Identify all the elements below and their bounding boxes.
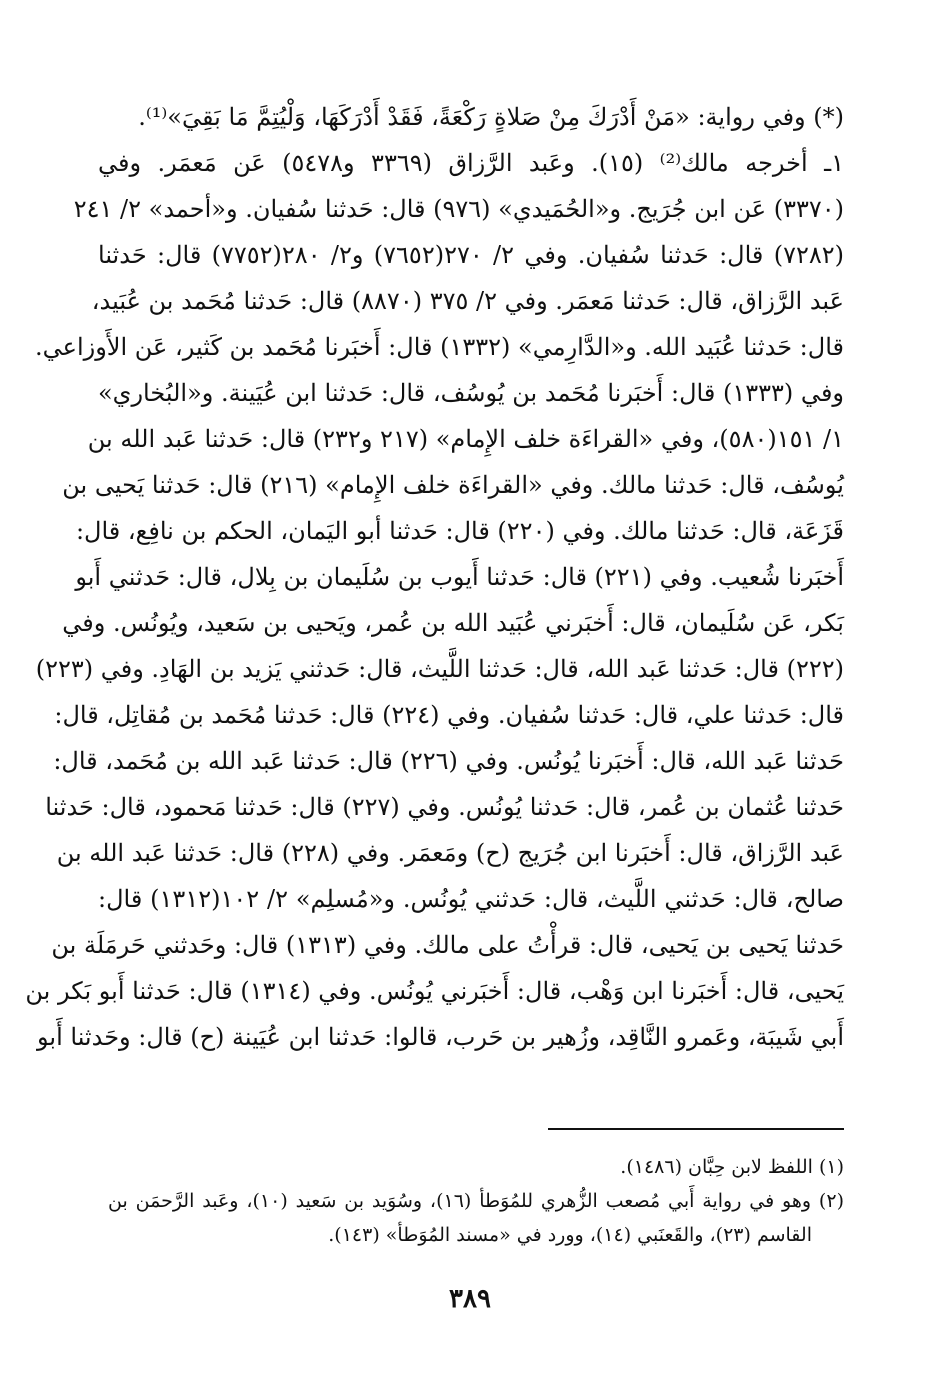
footnote-2: (٢) وهو في رواية أَبي مُصعب الزُّهري للمُوَطأ (١٦)، وسُوَيد بن سَعيد (١٠)، وعَبد الرَّحمَن بن bbox=[108, 1190, 844, 1212]
text-line-13: (٢٢٢) قال: حَدثنا عَبد الله، قال: حَدثنا اللَّيث، قال: حَدثني يَزيد بن الهَادِ. وفي (٢٢٣) bbox=[35, 655, 844, 683]
text-line-7: وفي (١٣٣٣) قال: أَخبَرنا مُحَمد بن يُوسُف، قال: حَدثنا ابن عُيَينة. و«البُخاري» bbox=[98, 379, 845, 407]
footnotes bbox=[108, 1150, 844, 1252]
text-line-11: أَخبَرنا شُعيب. وفي (٢٢١) قال: حَدثنا أَيوب بن سُلَيمان بن بِلال، قال: حَدثني أَبو bbox=[75, 563, 844, 591]
page-number: ٣٨٩ bbox=[449, 1284, 491, 1314]
text-line-8: ١/ ١٥١(٥٨٠)، وفي «القراءَة خلف الإِمام» (٢١٧ و٢٣٢) قال: حَدثنا عَبد الله بن bbox=[87, 425, 844, 453]
text-line-19: حَدثنا يَحيى بن يَحيى، قال: قرأْتُ على مالك. وفي (١٣١٣) قال: وحَدثني حَرمَلَة بن bbox=[51, 931, 844, 959]
text-line-5: عَبد الرَّزاق، قال: حَدثنا مَعمَر. وفي ٢/ ٣٧٥ (٨٨٧٠) قال: حَدثنا مُحَمد بن عُبَيد، bbox=[91, 287, 844, 315]
text-line-6: قال: حَدثنا عُبَيد الله. و«الدَّارِمي» (١٣٣٢) قال: أَخبَرنا مُحَمد بن كَثير، عَن الأَوزاعي. bbox=[35, 333, 844, 361]
text-line-12: بَكر، عَن سُلَيمان، قال: أَخبَرني عُبَيد الله بن عُمر، ويَحيى بن سَعيد، ويُونُس. وفي bbox=[62, 609, 844, 637]
footnote-1: (١) اللفظ لابن حِبَّان (١٤٨٦). bbox=[620, 1156, 844, 1178]
text-line-2: ١ـ أخرجه مالك⁽²⁾ (١٥). وعَبد الرَّزاق (٣٣٦٩ و٥٤٧٨) عَن مَعمَر. وفي bbox=[98, 149, 845, 177]
text-line-21: أَبي شَيبَة، وعَمرو النَّاقِد، وزُهير بن حَرب، قالوا: حَدثنا ابن عُيَينة (ح) قال: وحَدثنا أَبو bbox=[37, 1023, 844, 1051]
footnote-divider bbox=[548, 1128, 844, 1130]
footnote-2-continued: القاسم (٢٣)، والقَعنَبي (١٤)، وورد في «مسند المُوَطأ» (١٤٣). bbox=[328, 1224, 812, 1246]
text-line-4: (٧٢٨٢) قال: حَدثنا سُفيان. وفي ٢/ ٢٧٠(٧٦٥٢) و٢/ ٢٨٠(٧٧٥٢) قال: حَدثنا bbox=[98, 241, 844, 269]
text-line-17: عَبد الرَّزاق، قال: أَخبَرنا ابن جُرَيج (ح) ومَعمَر. وفي (٢٢٨) قال: حَدثنا عَبد الله بن bbox=[56, 839, 844, 867]
text-line-3: (٣٣٧٠) عَن ابن جُرَيج. و«الحُمَيدي» (٩٧٦) قال: حَدثنا سُفيان. و«أحمد» ٢/ ٢٤١ bbox=[73, 195, 844, 223]
text-line-15: حَدثنا عَبد الله، قال: أَخبَرنا يُونُس. وفي (٢٢٦) قال: حَدثنا عَبد الله بن مُحَمد، قال: bbox=[53, 747, 844, 775]
text-line-20: يَحيى، قال: أَخبَرنا ابن وَهْب، قال: أَخبَرني يُونُس. وفي (١٣١٤) قال: حَدثنا أَبو بَكر بن bbox=[25, 977, 844, 1005]
text-line-14: قال: حَدثنا علي، قال: حَدثنا سُفيان. وفي (٢٢٤) قال: حَدثنا مُحَمد بن مُقاتِل، قال: bbox=[54, 701, 844, 729]
main-text bbox=[25, 94, 845, 1060]
text-line-1: (*) وفي رواية: «مَنْ أَدْرَكَ مِنْ صَلاةٍ رَكْعَةً، فَقَدْ أَدْرَكَهَا، وَلْيُتِمَّ مَا بَقِيَ»⁽¹⁾. bbox=[138, 103, 844, 131]
text-line-9: يُوسُف، قال: حَدثنا مالك. وفي «القراءَة خلف الإِمام» (٢١٦) قال: حَدثنا يَحيى بن bbox=[62, 471, 844, 499]
text-line-16: حَدثنا عُثمان بن عُمر، قال: حَدثنا يُونُس. وفي (٢٢٧) قال: حَدثنا مَحمود، قال: حَدثنا bbox=[45, 793, 844, 821]
text-line-18: صالح، قال: حَدثني اللَّيث، قال: حَدثني يُونُس. و«مُسلِم» ٢/ ١٠٢(١٣١٢) قال: bbox=[98, 885, 844, 913]
text-line-10: قَزَعَة، قال: حَدثنا مالك. وفي (٢٢٠) قال: حَدثنا أبو اليَمان، الحكم بن نافِع، قال: bbox=[75, 517, 844, 545]
